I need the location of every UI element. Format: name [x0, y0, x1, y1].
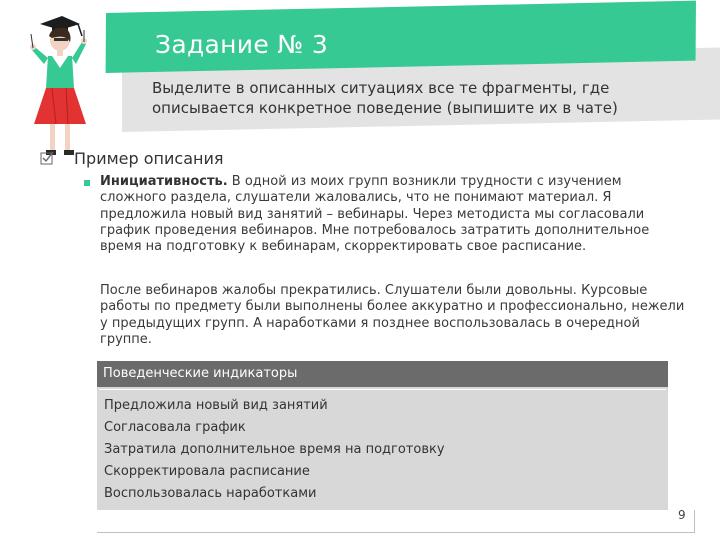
indicators-table	[97, 361, 668, 510]
slide-subtitle: Выделите в описанных ситуациях все те фрагменты, где описывается конкретное поведение (выпишите их в чате)	[152, 79, 618, 117]
table-body	[99, 389, 666, 508]
table-row: Затратила дополнительное время на подготовку	[104, 442, 445, 457]
checkbox-icon	[40, 151, 54, 165]
example-paragraph-1	[100, 174, 690, 255]
footer-frame	[97, 510, 695, 533]
square-bullet-icon	[84, 180, 90, 186]
slide-title: Задание № 3	[155, 30, 329, 59]
paragraph-1-text: В одной из моих групп возникли трудности с изучением сложного раздела, слушатели жаловались, что не понимают материал. Я предложила новый вид занятий – вебинары. Через методиста мы согласовали график проведения вебинаров. Мне потребовалось затратить дополнительное время на подготовку к вебинарам, скорректировать свое расписание.	[100, 174, 650, 255]
level1-bullet-text: Пример описания	[74, 149, 224, 168]
page-number: 9	[678, 508, 686, 522]
table-row: Предложила новый вид занятий	[104, 398, 328, 413]
table-header: Поведенческие индикаторы	[97, 361, 668, 387]
table-row: Скорректировала расписание	[104, 464, 310, 479]
paragraph-bold-lead: Инициативность.	[100, 174, 228, 189]
table-row: Согласовала график	[104, 420, 246, 435]
table-row: Воспользовалась наработками	[104, 486, 317, 501]
graduate-figure-illustration	[22, 12, 92, 164]
example-paragraph-2: После вебинаров жалобы прекратились. Слушатели были довольны. Курсовые работы по предмету были выполнены более аккуратно и профессионально, нежели у предыдущих групп. А наработками я позднее воспользовалась в очередной группе.	[100, 283, 685, 347]
